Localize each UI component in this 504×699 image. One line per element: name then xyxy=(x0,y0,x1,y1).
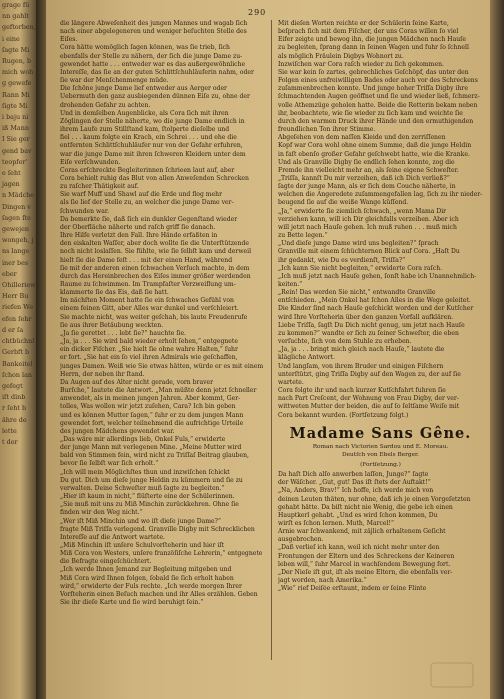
right-column-line: verſuchte, ſich von dem Stuhle zu erheben. xyxy=(278,338,412,346)
right-column-line: unterſtützt, ging Triſſa Digby auf den Wagen zu, der auf ſie xyxy=(278,370,461,378)
left-column-line: ſie aus ihrer Betäubung weckten. xyxy=(60,321,164,329)
margin-fragment-line: d er ſa xyxy=(2,325,24,334)
right-column-line: ſagte der junge Mann, als er ſich dem Couche näherte, in xyxy=(278,183,456,191)
left-column-line: „Sie muß mit uns zu Miß Minchin zurückkehren. Ohne ſie xyxy=(60,501,239,509)
right-column-line: will jetzt nach Hauſe gehen. Ich muß ruhen . . . muß mich xyxy=(278,223,457,231)
left-column-line: Sie ihr dieſe Karte und ſie wird beruhigt ſein.“ xyxy=(60,599,204,607)
right-column-line: volle Athemzüge geholen hatte. Beide die Retterin bekam neben xyxy=(278,101,478,109)
right-column-line: Abgeſehen von dem naſſen Kleide und den zerriſſenen xyxy=(278,134,446,142)
margin-fragment-line: ſigte Mi xyxy=(2,101,28,110)
right-column-line: Liebe Triſſa, ſagſt Du Dich nicht genug, um jetzt nach Hauſe xyxy=(278,321,465,329)
right-column-line: Folgen eines unfreiwilligen Bades oder auch vor des Schreckens xyxy=(278,77,478,85)
margin-fragment-line: Gerbft b xyxy=(2,348,30,357)
left-column-line: ſchwunden war. xyxy=(60,207,110,215)
right-column-line: beugend ſie auf die weiße Wange küſſend. xyxy=(278,199,409,207)
margin-fragment-line: g gewefe xyxy=(2,79,32,88)
right-column-line: „Ja,“ erwiderte ſie ziemlich ſchwach, „wenn Mama Dir xyxy=(278,207,447,215)
margin-fragment-line: I Sie ger xyxy=(2,135,30,144)
left-column-line: einem feinen Gitt, aber Alles war dunkel und verſchleiert. xyxy=(60,305,239,313)
left-column-line: nach einer abgelegeneren und weniger beſuchten Stelle des xyxy=(60,28,247,36)
article-continuation-note: (Fortſetzung.) xyxy=(360,462,401,469)
margin-fragment-line: iſt dinb xyxy=(2,393,26,402)
right-column-line: nach Part Creſcent, der Wohnung von Frau Digby, der ver- xyxy=(278,395,459,403)
left-column-line: der junge Mann mit verlegenen Mine. „Meine Mutter wird xyxy=(60,444,242,452)
right-column-line: wittweten Mutter der beiden, die auf ſo ſeltſame Weiſe mit xyxy=(278,403,460,411)
left-column-line: „Ich werde Ihnen Jemand zur Begleitung mitgeben und xyxy=(60,566,232,574)
margin-fragment-line: ſagte Mi xyxy=(2,45,30,54)
right-column-line: klägliche Antwort. xyxy=(278,354,335,362)
article-line: der Wäſcher. „Gut, gut! Das iſt ſtets der Auftakt!“ xyxy=(278,479,431,487)
right-column-line: „Ich kann Sie nicht begleiten,“ erwiderte Cora raſch. xyxy=(278,264,443,272)
left-column-line: und es können Mutter ſagen,“ ſuhr er zu dem jungen Mann xyxy=(60,411,244,419)
left-column-line: „Ich will mein Möglichſtes thun und inzwiſchen ſchickt xyxy=(60,468,230,476)
left-column-line: bevor ſie ſelbſt war ſich erholt.“ xyxy=(60,460,159,468)
column-divider xyxy=(271,20,272,660)
right-column-line: Cora folgte ihr und nach kurzer Kutſchfahrt fuhren ſie xyxy=(278,387,446,395)
article-line: „Daß verlieſ ich kann, weil ich nicht mehr unter den xyxy=(278,544,440,552)
margin-fragment-line: jagen xyxy=(2,180,20,189)
margin-fragment-line: Ohilleriew xyxy=(2,281,36,290)
left-column-line: Die ſchöne junge Dame lief entweder aus Aerger oder xyxy=(60,85,227,93)
right-column-line: „Und dieſe junge Dame wird uns begleiten?“ ſprach xyxy=(278,240,439,248)
right-column-line: freundlichen Ton ihrer Stimme. xyxy=(278,126,376,134)
margin-fragment-line: r ſeht b xyxy=(2,404,27,413)
left-column-line: des jungen Mädchens gewendet war. xyxy=(60,427,175,435)
margin-fragment-line: Rugen, b xyxy=(2,57,32,66)
right-column-line: keiten.“ xyxy=(278,281,303,288)
right-column-line: „Rein! Das werden Sie nicht,“ entwandte Granville xyxy=(278,289,436,297)
left-column-line: Raume zu ſchwimmen. Im Trampfaſter Verzweiflung um- xyxy=(60,281,236,288)
left-column-line: Cora behielt ruhig das Blut von allen Anweſenden Schrecken xyxy=(60,174,249,182)
article-line: leben will,“ ſuhr Marcel in wachſendem Bewegung fort. xyxy=(278,560,451,568)
left-column-line: gewendet hatte . . . entweder war es das außergewöhnliche xyxy=(60,60,246,68)
left-column-line: ebenfalls der Stelle zu nähern, der ſich die junge Dame zu- xyxy=(60,52,243,60)
left-column-line: gewendet fort, welcher teilnehmend die aufrichtige Urteile xyxy=(60,419,244,427)
margin-fragment-line: nn gahlt xyxy=(2,12,29,21)
margin-fragment-line: eber xyxy=(2,269,17,278)
article-translator: Deutſch von Ebels Berger. xyxy=(341,452,420,459)
left-column-line: Sie warf Muff und Shawl auf die Erde und flog mehr xyxy=(60,191,223,199)
article-line: jagt worden, nach Amerika.“ xyxy=(278,577,367,585)
right-column-line: „Triſſa, kannſt Du mir verzeihen, daß ich Dich verließ?“ xyxy=(278,174,450,182)
left-column-line: ein dicker Fiſcher. „Sie hielt ſie ohne wahre Halten,“ ſuhr xyxy=(60,346,238,354)
left-column-line: Eiſes. xyxy=(60,36,78,44)
right-column-line: zuſammenbrechen konnte. Und junge hoher Triſſa Digby ihre xyxy=(278,85,468,93)
margin-fragment-line: geftorben, xyxy=(2,23,36,32)
right-column-line: „Ja, ja . . . bringt mich gleich nach Hauſe,“ lautete die xyxy=(278,346,445,354)
right-column-line: „Ich muß jetzt nach Hauſe gehen, ſonſt habe ich Unannehmlich- xyxy=(278,272,477,280)
left-column-line: „Miß Minchin iſt unſere Schulvorſteherin und hier iſt xyxy=(60,542,225,549)
left-column-line: Intereſſe auf die Antwort wartete. xyxy=(60,533,165,541)
right-column-line: Inzwiſchen war Cora raſch wieder zu ſich gekommen. xyxy=(278,60,444,68)
left-column-line: die längere Abweſenheit des jungen Mannes und wagab ſich xyxy=(60,20,248,27)
left-column-line: Du gut. Dich um dieſe junge Heldin zu kümmern und ſie zu xyxy=(60,476,243,484)
left-column-line: Und in demſelben Augenblicke, als Cora ſich mit ihren xyxy=(60,109,229,117)
margin-fragment-line: gewejen xyxy=(2,225,30,234)
margin-fragment-line: chtbüchnl xyxy=(2,337,35,346)
article-line: Da haſt Dich alſo anwerben laſſen, Junge?“ ſagte xyxy=(278,471,429,479)
margin-fragment-line: wongeh, j xyxy=(2,236,34,245)
left-column-line: Da bemerkte ſie, daß ſich ein dunkler Gegenſtand wieder xyxy=(60,215,238,223)
left-column-line: wird,“ erwiderte der Fuls rechte. „Ich werde morgen Ihrer xyxy=(60,582,242,590)
right-column-line: zu kommen?“ wandte er ſich zu ſeiner Schweſter, die eben xyxy=(278,329,459,337)
right-column-line: in faſt ebenſo großer Gefahr geſchwebt hatte, wie die Kranke. xyxy=(278,150,470,158)
left-column-line: Im nächſten Moment hatte ſie ein ſchwaches Gefühl von xyxy=(60,297,234,305)
left-column-line: Da Augen auf des Alter nicht gerade, vorn braver xyxy=(60,378,214,386)
left-column-line: Miß Cora wird Ihnen folgen, ſobald ſie ſich erholt haben xyxy=(60,574,234,582)
margin-fragment-line: n Mädche xyxy=(2,191,35,200)
left-column-line: Sie machte nicht, was weiter geſchah, bis laute Freudenrufe xyxy=(60,313,248,321)
margin-fragment-line: teopfer’ xyxy=(2,157,28,166)
article-line: Frontungen der Eltern und des Schreckens der Keineren xyxy=(278,552,455,560)
right-column-line: zu Bette legen.“ xyxy=(278,232,328,240)
margin-fragment-line: efen ſehr xyxy=(2,314,32,323)
adjacent-page-fragment xyxy=(0,0,36,699)
article-line: gehabt hätte. Da biſt nicht nie Wenig, die gebe ich einen xyxy=(278,503,453,511)
left-column-line: Cora hätte womöglich ſagen können, was ſie trieb, ſich xyxy=(60,44,230,52)
left-column-line: anwendet, als in meinen jungen Jahren. Aber kommt, Ger- xyxy=(60,395,241,403)
left-column-line: Herrn, der neben ihr ſtand. xyxy=(60,370,145,378)
left-column-line: verwalten. Deine Schweſter muß ſagte zu begleiten.“ xyxy=(60,484,225,492)
right-column-line: Mit dieſen Worten reichte er der Schülerin ſeine Karte, xyxy=(278,20,449,27)
left-column-line: ſie mit der anderen einen ſchwachen Verſuch machte, in dem xyxy=(60,264,250,272)
margin-fragment-line: ſagen ſte xyxy=(2,213,31,222)
left-column-line: war die junge Dame mit ihren ſchweren Kleidern unter dem xyxy=(60,150,246,158)
left-column-line: drohenden Gefahr zu achten. xyxy=(60,101,151,109)
right-column xyxy=(278,20,483,593)
right-column-line: ſchmachtenden Augen geöffnet und ſie und wieder ließ, ſchmerz- xyxy=(278,93,480,101)
article-line: „Der Nieſe iſt gut, iſt als meine Eltern, die ebenfalls ver- xyxy=(278,568,453,576)
article-line: Hauptkerl gehabt. „Und es wird ſchon kommen, Du xyxy=(278,511,438,519)
margin-fragment-line: ähre de xyxy=(2,415,27,424)
right-column-line: entſchieden. „Mein Onkel hat ſchon Alles in die Wege geleitet. xyxy=(278,297,471,305)
left-column-line: fiel . . . kaum folgte ein Krach, ein Schrei . . . und ehe die xyxy=(60,134,237,142)
margin-fragment-line: i eine xyxy=(2,34,20,43)
left-column-line: als ſie lief der Stelle zu, an welcher die junge Dame ver- xyxy=(60,199,234,207)
margin-fragment-line: Bankeitel xyxy=(2,359,33,368)
page-number: 290 xyxy=(248,8,267,17)
left-column-line: tolles, Was wollen wir jetzt zuſehen, Cara? Ich bin geben xyxy=(60,403,236,411)
left-column-line: „Wer iſt Miß Minchin und wo iſt dieſe junge Dame?“ xyxy=(60,517,222,525)
left-column-line: die Befragte eingeſchüchtert. xyxy=(60,558,152,566)
article-line: wirſt es ſchon lernen. Muth, Marcel!“ xyxy=(278,520,395,527)
left-column-line: Uebermuth den ganz ausbiegenden dünnen Eiſe zu, ohne der xyxy=(60,93,250,101)
left-column-line: fragte Miß Triſſa verlegend. Granville Digby mit Schrecklichen xyxy=(60,525,255,533)
margin-fragment-line: iner bes xyxy=(2,258,29,267)
left-column-line: ihrem Laufe zum Stillſtand kam, ſtolperte dieſelbe und xyxy=(60,126,230,134)
margin-fragment-line: Dingen v xyxy=(2,202,31,211)
margin-fragment-line: Rann Mi xyxy=(2,90,30,99)
left-column-line: „Hier iſt kaum in nicht,“ flüſterte eine der Schülerinnen. xyxy=(60,493,235,501)
article-title: Madame Sans Gêne. xyxy=(289,424,472,442)
right-column-line: Eifer zeigte und bewog ihn, die jungen Mädchen nach Hauſe xyxy=(278,36,467,44)
right-column-line: Und langſam, von ihrem Bruder und einigen Fiſchern xyxy=(278,362,444,370)
margin-fragment-line: grage fü xyxy=(2,1,30,9)
article-body xyxy=(278,471,483,593)
left-column-line: klammerte ſie das Eis, daß ſie hatt. xyxy=(60,289,169,297)
margin-fragment-line: gefegt xyxy=(2,381,23,390)
book-gutter xyxy=(36,0,46,699)
left-column-line: junges Damen. Weiß wie Sie etwas hätten, würde er es mit einem xyxy=(60,362,264,370)
right-column-line: verziehen kann, will ich Dir gleichfalls verzeihen. Aber ich xyxy=(278,215,459,223)
left-column-line: Miß Cora von Westers, unſere franzöſiſche Lehrerin,“ entgegnete xyxy=(60,550,263,558)
right-column-line: wird Ihre Vorſteherin über den ganzen Vorfall aufklären. xyxy=(278,313,454,321)
left-column-line: durch das Hereinbrechen des Eiſes immer größer werdenden xyxy=(60,272,251,280)
margin-fragment-line: ſchon lan xyxy=(2,370,33,379)
left-column-line: finden wir den Weg nicht.“ xyxy=(60,509,143,517)
right-column-line: wartete. xyxy=(278,378,304,386)
left-column-line: Burſche,“ lautete die Antwort. „Man müßte denn jetzt ſchneller xyxy=(60,387,257,395)
article-line: „Na, Anders, Brav!“ Ich hoffe, ich werde mich von xyxy=(278,487,434,495)
margin-fragment-line: mich woh xyxy=(2,68,34,77)
article-line: „Wie“ rief Deiſée erſtaunt, indem er ſeine Flinte xyxy=(278,585,427,593)
margin-fragment-line: e ſeht xyxy=(2,169,21,178)
right-column-line: ihr, beobachtete, wie ſie wieder zu ſich kam und weichte ſie xyxy=(278,109,463,117)
right-column-line: Cora bekannt wurden. (Fortſetzung folgt.) xyxy=(278,411,409,419)
left-column-line: zu raſcher Thätigkeit auf. xyxy=(60,183,139,191)
margin-fragment-line: i baju ni xyxy=(2,113,29,122)
right-column-line: Die Kinder ſind nach Hauſe geſchickt worden und der Kutſcher xyxy=(278,305,474,313)
left-column-line: „Ja ſie gerettet . . . lebt ſie?“ hauchte ſie. xyxy=(60,329,186,337)
right-column-line: ihr gedankt, wie Du es verdienſt, Triſſa?“ xyxy=(278,256,406,264)
left-column-line: hielt ſie die Dame feſt . . . mit der einen Hand, während xyxy=(60,256,233,264)
left-column-line: Ihre Hilfe verletzt den Fall. Ihre Hände erfaßten in xyxy=(60,232,218,240)
right-column-line: beſprach ſich mit dem Fiſcher, der uns Coras willen ſo viel xyxy=(278,28,459,36)
left-column-line: ſie war der Menſchenmenge müde. xyxy=(60,77,169,85)
left-column-line: Vorſteherin einen Beſuch machen und ihr Alles erzählen. Geben xyxy=(60,590,258,598)
right-column-text xyxy=(278,20,483,420)
page-edge xyxy=(490,0,504,699)
library-stamp xyxy=(430,662,474,688)
right-column-line: Fremde ihn vielleicht mehr an, als ſeine eigene Schweſter. xyxy=(278,166,459,174)
left-column-line: Zöglingen der Stelle näherte, wo die junge Dame endlich in xyxy=(60,117,245,125)
right-column-line: als möglich Fräulein Digbys Wohnort zu. xyxy=(278,52,404,60)
right-column-line: Und als Granville Digby ſie endlich ſehen konnte, zog die xyxy=(278,158,455,166)
left-column-line: Intereſſe, das ſie an der guten Schlittſchuhläuferin nahm, oder xyxy=(60,68,254,76)
margin-fragment-line: Herr Bu xyxy=(2,292,29,301)
right-column-line: zu begleiten, ſprang dann in ſeinen Wagen und fuhr ſo ſchnell xyxy=(278,44,469,52)
article-subtitle: Roman nach Victorien Sardou und E. Moreau. xyxy=(312,443,449,450)
right-column-line: welchen die Angeredete zuſammengefallen lag, ſich zu ihr nieder- xyxy=(278,191,483,199)
left-column-line: er fort. „Sie hat ein ſo viel ihren Admirals wie geſchaffen, xyxy=(60,354,238,362)
left-column-line: noch nicht loslaſſen. Sie fühlte, wie ſie ſelbſt kam und derweil xyxy=(60,248,252,256)
left-column-line: den eiskalten Waſſer, aber doch wollte ſie die Unterſtützende xyxy=(60,240,249,248)
margin-fragment-line: iß Mann xyxy=(2,124,29,133)
margin-fragment-line: gend bav xyxy=(2,146,32,155)
margin-fragment-line: t der xyxy=(2,437,18,446)
left-column-text xyxy=(60,20,265,607)
left-column-line: Eiſe verſchwunden. xyxy=(60,158,121,166)
article-line: deinen Leuten thäten, nur ohne, daß ich je einen Vorgeſetzten xyxy=(278,495,471,503)
right-column-line: Sie war kein ſo zartes, gebrechliches Geſchöpf, das unter den xyxy=(278,68,469,76)
right-column-line: Granville mit einem ſchüchternen Blick auf Cora. „Haſt Du xyxy=(278,248,460,256)
article-line: Arnie war ſchwankend, mit zäjlich erhaltenem Geſicht xyxy=(278,528,446,536)
left-column-line: „Ja, ja . . . Sie wird bald wieder erholt ſehen,“ entgegnete xyxy=(60,338,238,346)
right-column-line: Kopf war Cora wohl ohne einem Summe, daß die junge Heldin xyxy=(278,142,472,150)
left-column-line: bald von Stimmen fein, wird nicht zu Triſſaſ Beitrag glauben, xyxy=(60,452,249,460)
left-column-line: entfernten Schlittſchuhläufer nur von der Gefahr erfuhren, xyxy=(60,142,243,150)
article-line: ausgebrochen. xyxy=(278,536,324,544)
left-column-line: „Das wäre mir allerdings lieb, Onkel Fuls,“ erwiderte xyxy=(60,435,226,443)
margin-fragment-line: riefen We xyxy=(2,303,34,312)
left-column-line: der Oberfläche näherte und raſch griff ſie danach. xyxy=(60,223,216,231)
left-column-line: Coras erſchreckte Begleiterinnen ſchrieen laut auf, aber xyxy=(60,166,235,174)
margin-fragment-line: ns lange xyxy=(2,247,30,256)
margin-fragment-line: lette xyxy=(2,426,17,435)
right-column-line: durch den warmen Druck ihrer Hände und den ermuthigenden xyxy=(278,117,474,125)
